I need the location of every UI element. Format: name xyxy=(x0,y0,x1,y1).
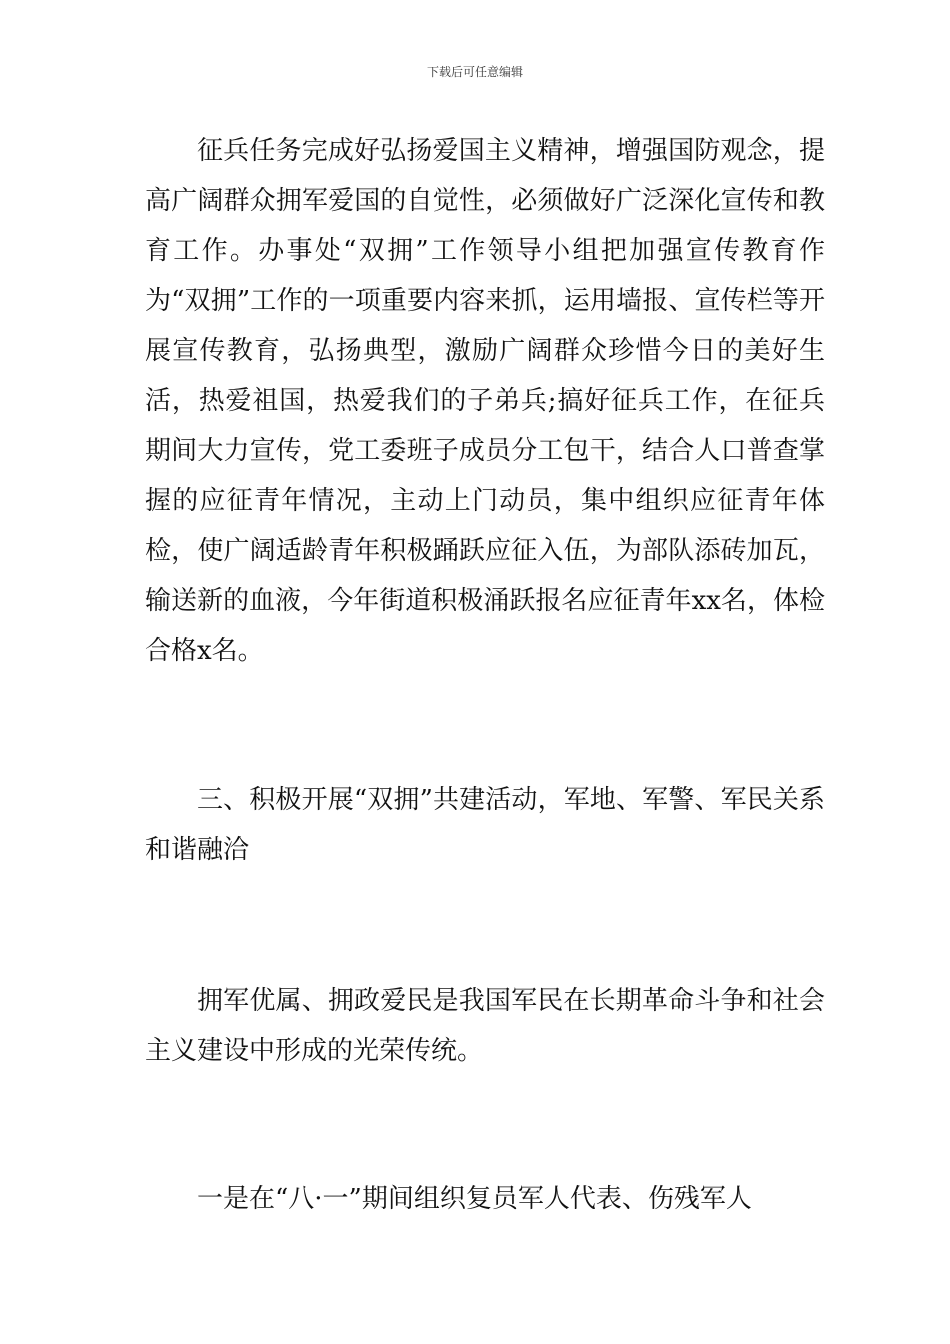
page-header: 下载后可任意编辑 xyxy=(426,65,523,79)
paragraph-recruitment: 征兵任务完成好弘扬爱国主义精神，增强国防观念，提高广阔群众拥军爱国的自觉性，必须做好广泛深化宣传和教育工作。办事处“双拥”工作领导小组把加强宣传教育作为“双拥”工作的一项重要内容来抓，运用墙报、宣传栏等开展宣传教育，弘扬典型，激励广阔群众珍惜今日的美好生活，热爱祖国，热爱我们的子弟兵;搞好征兵工作，在征兵期间大力宣传，党工委班子成员分工包干，结合人口普查掌握的应征青年情况，主动上门动员，集中组织应征青年体检，使广阔适龄青年积极踊跃应征入伍，为部队添砖加瓦，输送新的血液，今年街道积极涌跃报名应征青年xx名，体检合格x名。 xyxy=(145,136,825,666)
section-heading-three: 三、积极开展“双拥”共建活动，军地、军警、军民关系和谐融洽 xyxy=(145,785,825,865)
paragraph-first-item: 一是在“八·一”期间组织复员军人代表、伤残军人 xyxy=(197,1184,752,1214)
paragraph-tradition: 拥军优属、拥政爱民是我国军民在长期革命斗争和社会主义建设中形成的光荣传统。 xyxy=(145,986,825,1066)
